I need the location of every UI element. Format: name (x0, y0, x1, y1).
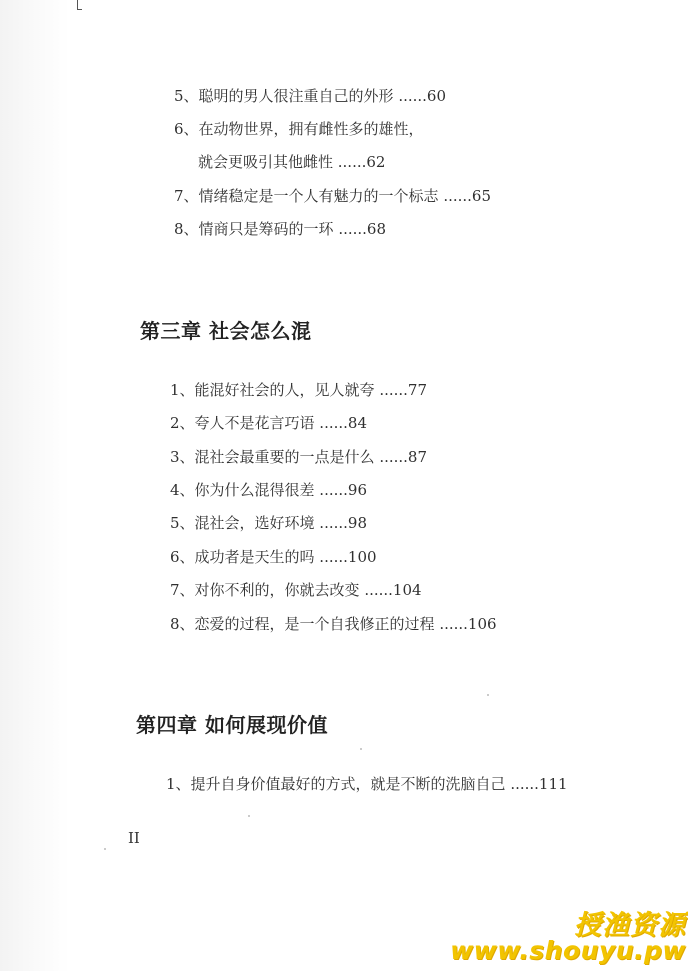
chapter-title: 第三章 社会怎么混 (140, 319, 312, 343)
toc-entry[interactable]: 4、你为什么混得很差 ......96 (170, 481, 368, 499)
watermark-brand: 授渔资源 (574, 910, 686, 941)
toc-entry[interactable]: 8、恋爱的过程，是一个自我修正的过程 ......106 (170, 615, 497, 633)
toc-entry[interactable]: 3、混社会最重要的一点是什么 ......87 (170, 448, 428, 466)
toc-entry[interactable]: 7、情绪稳定是一个人有魅力的一个标志 ......65 (174, 187, 492, 205)
toc-entry[interactable]: 5、混社会，选好环境 ......98 (170, 514, 368, 532)
toc-entry[interactable]: 8、情商只是筹码的一环 ......68 (174, 220, 387, 238)
toc-entry[interactable]: 2、夸人不是花言巧语 ......84 (170, 414, 368, 432)
scan-speck (360, 748, 362, 750)
scan-speck (248, 815, 250, 817)
page-edge-shadow (0, 0, 70, 971)
chapter-title: 第四章 如何展现价值 (136, 713, 328, 737)
toc-entry[interactable]: 6、在动物世界，拥有雌性多的雄性， (174, 120, 424, 138)
scan-speck (104, 848, 106, 850)
page-number: II (128, 829, 140, 847)
toc-entry[interactable]: 1、提升自身价值最好的方式，就是不断的洗脑自己 ......111 (166, 775, 568, 793)
toc-entry[interactable]: 7、对你不利的，你就去改变 ......104 (170, 581, 422, 599)
crop-mark (77, 0, 78, 10)
toc-entry[interactable]: 1、能混好社会的人，见人就夸 ......77 (170, 381, 428, 399)
scan-speck (487, 694, 489, 696)
toc-entry[interactable]: 5、聪明的男人很注重自己的外形 ......60 (174, 87, 447, 105)
toc-entry[interactable]: 6、成功者是天生的吗 ......100 (170, 548, 377, 566)
watermark-url: www.shouyu.pw (450, 936, 686, 965)
toc-entry-continuation[interactable]: 就会更吸引其他雌性 ......62 (198, 153, 386, 171)
